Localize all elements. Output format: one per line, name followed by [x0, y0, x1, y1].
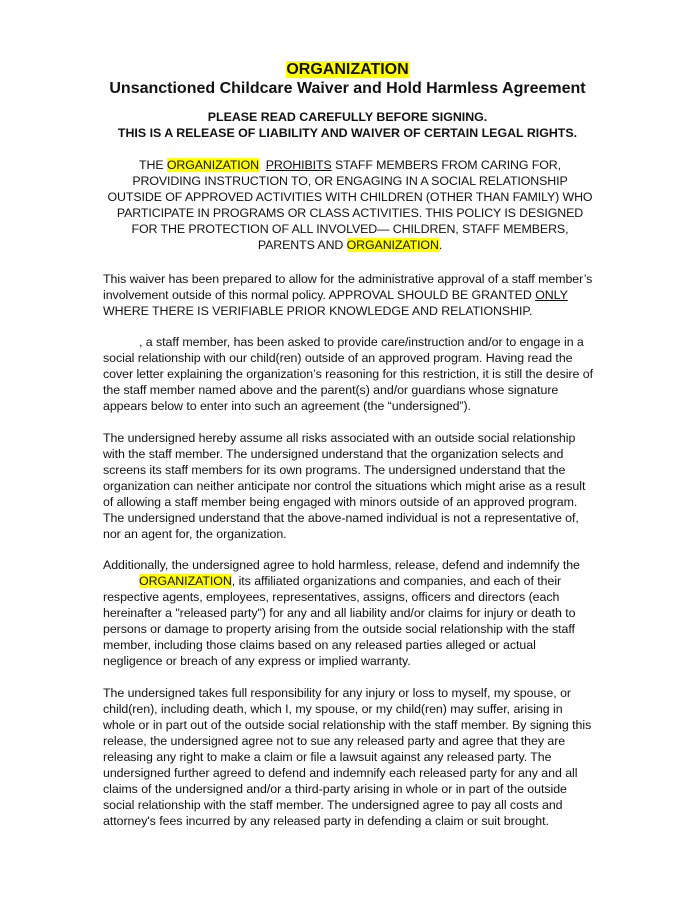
organization-highlight: ORGANIZATION: [166, 158, 260, 172]
organization-highlight: ORGANIZATION: [139, 574, 232, 588]
prohibits-underlined: PROHIBITS: [265, 158, 332, 172]
policy-line-5: FOR THE PROTECTION OF ALL INVOLVED— CHILDREN, STAFF MEMBERS,: [131, 222, 569, 236]
approval-paragraph: This waiver has been prepared to allow for the administrative approval of a staff member’s involvement outside of this normal policy. APPROVAL SHOULD BE GRANTED ONLY WHERE THERE IS VERIFIABLE PRIOR KNOWLEDGE AND RELATIONSHIP.: [103, 272, 593, 318]
warning-line-1: PLEASE READ CAREFULLY BEFORE SIGNING.: [207, 110, 488, 124]
organization-title: [0, 60, 695, 80]
warning-line-2: THIS IS A RELEASE OF LIABILITY AND WAIVER OF CERTAIN LEGAL RIGHTS.: [117, 126, 578, 140]
document-title: Unsanctioned Childcare Waiver and Hold Harmless Agreement: [109, 80, 586, 97]
responsibility-paragraph: The undersigned takes full responsibility for any injury or loss to myself, my spouse, or child(ren), including death, which I, my spouse, or my child(ren) may suffer, arising in whole or in part out of the outside social relationship with the staff member. By signing this release, the undersigned agree not to sue any released party and agree that they are releasing any right to make a claim or file a lawsuit against any released party. The undersigned further agreed to defend and indemnify each released party for any and all claims of the undersigned and/or a third-party arising in whole or in part of the outside social relationship with the staff member. The undersigned agree to pay all costs and attorney's fees incurred by any released party in defending a claim or suit brought.: [103, 686, 592, 828]
policy-line-6: PARENTS AND ORGANIZATION.: [257, 238, 443, 252]
policy-line-2: PROVIDING INSTRUCTION TO, OR ENGAGING IN A SOCIAL RELATIONSHIP: [132, 174, 568, 188]
policy-line-3: OUTSIDE OF APPROVED ACTIVITIES WITH CHILDREN (OTHER THAN FAMILY) WHO: [107, 190, 593, 204]
policy-line-4: PARTICIPATE IN PROGRAMS OR CLASS ACTIVITIES. THIS POLICY IS DESIGNED: [116, 206, 584, 220]
organization-highlight: ORGANIZATION: [346, 238, 439, 252]
hold-harmless-paragraph: Additionally, the undersigned agree to hold harmless, release, defend and indemnify the ORGANIZATION, its affiliated organizations and companies, and each of their respective agents, employees, representatives, assigns, officers and directors (each hereinafter a "released party") for any and all liability and/or claims for injury or death to persons or damage to property arising from the outside social relationship with the staff member, including those claims based on any released parties alleged or actual negligence or breach of any express or implied warranty.: [103, 558, 580, 668]
policy-line-1: THE ORGANIZATION PROHIBITS STAFF MEMBERS FROM CARING FOR,: [139, 158, 561, 172]
staff-member-paragraph: , a staff member, has been asked to provide care/instruction and/or to engage in a social relationship with our child(ren) outside of an approved program. Having read the cover letter explaining the organization’s reasoning for this restriction, it is still the desire of the staff member named above and the parent(s) and/or guardians whose signature appears below to enter into such an agreement (the “undersigned”).: [103, 335, 593, 413]
only-underlined: ONLY: [535, 288, 568, 302]
organization-highlight: ORGANIZATION: [286, 61, 409, 78]
policy-statement: [100, 157, 600, 253]
risk-assumption-paragraph: The undersigned hereby assume all risks associated with an outside social relationship with the staff member. The undersigned understand that the organization selects and screens its staff members for its own programs. The undersigned understand that the organization can neither anticipate nor control the situations which might arise as a result of allowing a staff member being engaged with minors outside of an approved program. The undersigned understand that the above-named individual is not a representative of, nor an agent for, the organization.: [103, 431, 586, 541]
signing-warning: [0, 109, 695, 141]
